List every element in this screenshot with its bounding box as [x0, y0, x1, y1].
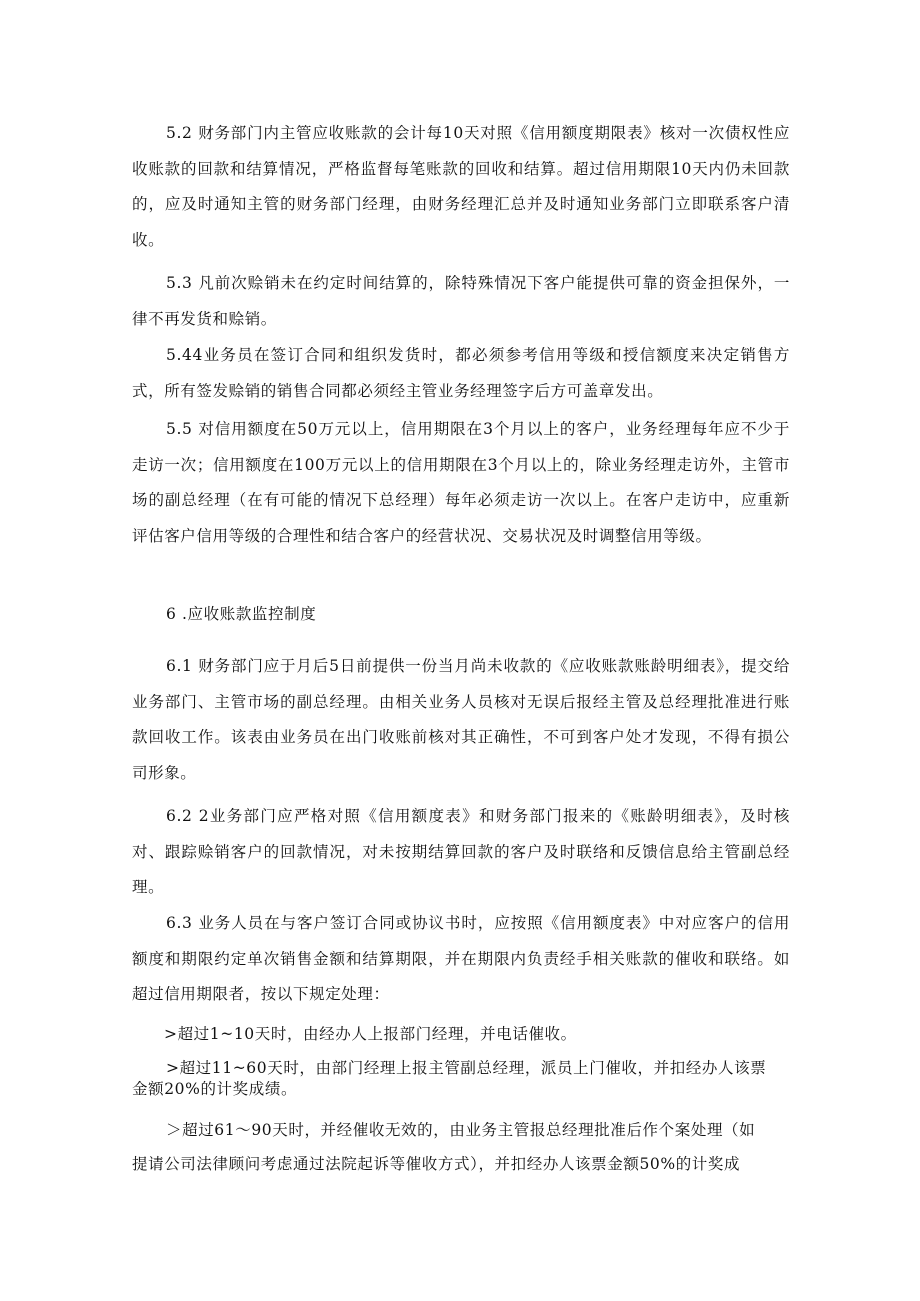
paragraph-5-3: 5.3 凡前次赊销未在约定时间结算的，除特殊情况下客户能提供可靠的资金担保外，一律不再发货和赊销。	[132, 274, 790, 328]
bullet-overdue-1-10: >超过1~10天时，由经办人上报部门经理，并电话催收。	[164, 1025, 577, 1043]
section-heading-6: 6 .应收账款监控制度	[166, 605, 317, 623]
paragraph-5-5: 5.5 对信用额度在50万元以上，信用期限在3个月以上的客户，业务经理每年应不少于走访一次；信用额度在100万元以上的信用期限在3个月以上的，除业务经理走访外，主管市场的副总经理（在有可能的情况下总经理）每年必须走访一次以上。在客户走访中，应重新评估客户信用等级的合理性和结合客户的经营状况、交易状况及时调整信用等级。	[132, 420, 790, 545]
paragraph-5-2: 5.2 财务部门内主管应收账款的会计每10天对照《信用额度期限表》核对一次债权性应收账款的回款和结算情况，严格监督每笔账款的回收和结算。超过信用期限10天内仍未回款的，应及时通知主管的财务部门经理，由财务经理汇总并及时通知业务部门立即联系客户清收。	[132, 124, 790, 249]
bullet-overdue-61-90-line1: ＞超过61～90天时，并经催收无效的，由业务主管报总经理批准后作个案处理（如	[166, 1121, 756, 1139]
bullet-overdue-61-90-line2: 提请公司法律顾问考虑通过法院起诉等催收方式），并扣经办人该票金额50%的计奖成	[132, 1155, 741, 1173]
bullet-overdue-61-90	[132, 1113, 790, 1181]
bullet-overdue-11-60-line2: 金额20%的计奖成绩。	[132, 1080, 298, 1098]
bullet-overdue-11-60-line1: >超过11~60天时，由部门经理上报主管副总经理，派员上门催收，并扣经办人该票	[166, 1059, 767, 1077]
paragraph-5-44: 5.44业务员在签订合同和组织发货时，都必须参考信用等级和授信额度来决定销售方式，所有签发赊销的销售合同都必须经主管业务经理签字后方可盖章发出。	[132, 346, 790, 400]
paragraph-6-1: 6.1 财务部门应于月后5日前提供一份当月尚未收款的《应收账款账龄明细表》，提交给业务部门、主管市场的副总经理。由相关业务人员核对无误后报经主管及总经理批准进行账款回收工作。该表由业务员在出门收账前核对其正确性，不可到客户处才发现，不得有损公司形象。	[132, 657, 790, 782]
paragraph-6-3: 6.3 业务人员在与客户签订合同或协议书时，应按照《信用额度表》中对应客户的信用额度和期限约定单次销售金额和结算期限，并在期限内负责经手相关账款的催收和联络。如超过信用期限者，按以下规定处理：	[132, 914, 790, 1003]
paragraph-6-2: 6.2 2业务部门应严格对照《信用额度表》和财务部门报来的《账龄明细表》，及时核对、跟踪赊销客户的回款情况，对未按期结算回款的客户及时联络和反馈信息给主管副总经理。	[132, 807, 790, 896]
bullet-overdue-11-60	[132, 1058, 790, 1100]
